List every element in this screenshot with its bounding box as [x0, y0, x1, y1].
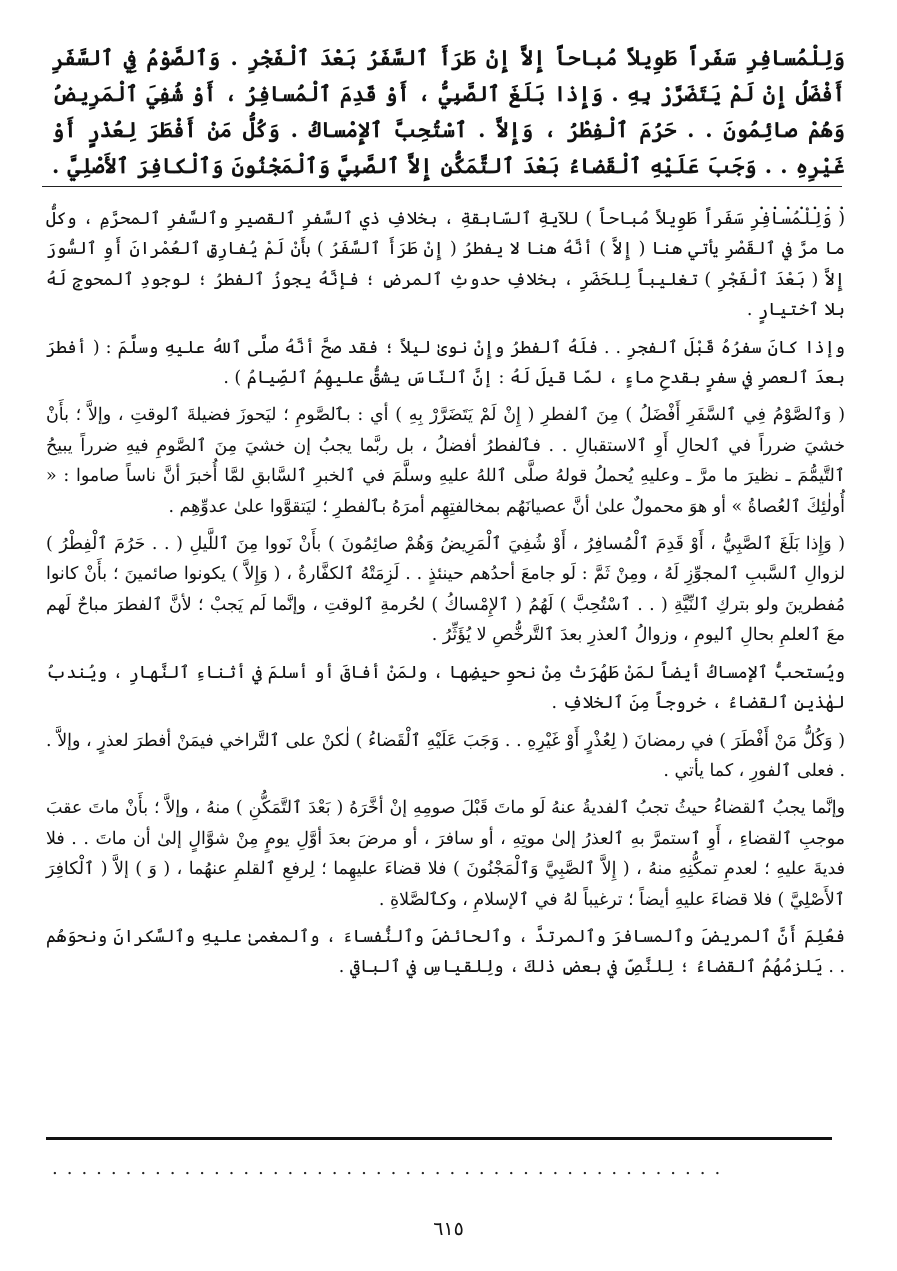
separator-line [42, 186, 842, 187]
commentary-block [46, 204, 845, 990]
page-number: ٦١٥ [433, 1218, 464, 1240]
main-text: وَلِلْمُسافِرِ سَفَراً طَوِيلاً مُباحاً إِلاَّ إِنْ طَرَأَ ٱلسَّفَرُ بَعْدَ ٱلْفَجْرِ . وَٱلصَّوْمُ فِي ٱلسَّفَرِ أَفْضَلُ إِنْ لَمْ يَتَضَرَّرْ بِهِ . وَإِذا بَلَغَ ٱلصَّبِيُّ ، أَوْ قَدِمَ ٱلْمُسافِرُ ، أَوْ شُفِيَ ٱلْمَرِيضُ وَهُمْ صائِمُونَ . . حَرُمَ ٱلْفِطْرُ ، وَإِلاَّ . ٱسْتُحِبَّ ٱلإِمْساكُ . وَكُلُّ مَنْ أَفْطَرَ لِعُذْرٍ أَوْ غَيْرِهِ . . وَجَبَ عَلَيْهِ ٱلْقَضاءُ بَعْدَ ٱلتَّمَكُّنِ إِلاَّ ٱلصَّبِيَّ وَٱلْمَجْنُونَ وَٱلْكافِرَ ٱلأَصْلِيَّ . [52, 45, 845, 178]
commentary-paragraph: ( وَلِلْمُسافِرِ سَفَراً طَوِيلاً مُباحاً ) للآيةِ ٱلسّابقةِ ، بخلافِ ذي ٱلسَّفرِ ٱلقصيرِ وٱلسَّفرِ ٱلمحرَّمِ ، وكلُّ ما مرَّ في ٱلقَصْرِ يأتي هنا ( إِلاَّ ) أنَّهُ هنا لا يفطرُ ( إِنْ طَرَأَ ٱلسَّفَرُ ) بأَنْ لَمْ يُفارِقِ ٱلعُمْرانَ أَوِ ٱلسُّورَ إِلاَّ ( بَعْدَ ٱلْفَجْرِ ) تغليباً لِلحَضَرِ ، بخلافِ حدوثِ ٱلمرضِ ؛ فإنَّهُ يجوزُ ٱلفطرُ ؛ لوجودِ ٱلمحوجِ لَهُ بلا ٱختيارٍ . [46, 209, 845, 321]
footnote-dots: .............................................. [52, 1158, 730, 1179]
commentary-paragraph: فعُلِمَ أَنَّ ٱلمريضَ وٱلمسافرَ وٱلمرتدَّ ، وٱلحائضَ وٱلنُّفساءَ ، وٱلمغمىٰ عليهِ وٱلسَّكرانَ ونحوَهُم . . يَلزمُهُمُ ٱلقضاءُ ؛ لِلنَّصِّ في بعضِ ذلكَ ، ولِلقياسِ في ٱلباقي . [46, 926, 845, 978]
commentary-paragraph: وإنَّما يجبُ ٱلقضاءُ حيثُ تجبُ ٱلفديةُ عنهُ لَو ماتَ قَبْلَ صومِهِ إنْ أخَّرَهُ ( بَعْدَ ٱلتَّمَكُّنِ ) منهُ ، وإلاَّ ؛ بأَنْ ماتَ عقبَ موجبِ ٱلقضاءِ ، أَوِ ٱستمرَّ بهِ ٱلعذرُ إلىٰ موتِهِ ، أو سافرَ ، أو مرضَ بعدَ أوَّلِ يومٍ مِنْ شوَّالٍ إلىٰ أن ماتَ . . فلا فديةَ عليهِ ؛ لعدمِ تمكُّنِهِ منهُ ، ( إِلاَّ ٱلصَّبِيَّ وَٱلْمَجْنُونَ ) فلا قضاءَ عليهِما ؛ لِرفعِ ٱلقلمِ عنهُما ، ( وَ ) إلاَّ ( ٱلْكافِرَ ٱلأَصْلِيَّ ) فلا قضاءَ عليهِ أيضاً ؛ ترغيباً لهُ في ٱلإسلامِ ، وكٱلصَّلاةِ . [46, 798, 845, 910]
main-text-block [52, 40, 845, 220]
main-text-dots: . . . . . . . [758, 190, 845, 214]
commentary-paragraph: ( وَإِذا بَلَغَ ٱلصَّبِيُّ ، أَوْ قَدِمَ ٱلْمُسافِرُ ، أَوْ شُفِيَ ٱلْمَرِيضُ وَهُمْ صائِمُونَ ) بأَنْ نَووا مِنَ ٱللَّيلِ ( . . حَرُمَ ٱلْفِطْرُ ) لزوالِ ٱلسَّببِ ٱلمجوِّزِ لَهُ ، ومِنْ ثَمَّ : لَو جامعَ أحدُهم حينئذٍ . . لَزِمَتْهُ ٱلكفَّارةُ ، ( وَإِلاَّ ) يكونوا صائمينَ ؛ بأَنْ كانوا مُفطرينَ ولو بتركِ ٱلنِّيَّةِ ( . . ٱسْتُحِبَّ ) لَهُمُ ( ٱلإِمْساكُ ) لحُرمةِ ٱلوقتِ ، وإنَّما لَم يَجبْ ؛ لأنَّ ٱلفطرَ مباحٌ لَهم معَ ٱلعلمِ بحالِ ٱليومِ ، وزوالُ ٱلعذرِ بعدَ ٱلتَّرخُّصِ لا يُؤَثِّرُ . [46, 534, 845, 646]
footnote-separator [46, 1137, 832, 1140]
commentary-paragraph: ( وَكُلُّ مَنْ أَفْطَرَ ) في رمضانَ ( لِعُذْرٍ أَوْ غَيْرِهِ . . وَجَبَ عَلَيْهِ ٱلْقَضاءُ ) لٰكنْ على ٱلتَّراخي فيمَنْ أفطرَ لعذرٍ ، وإلاَّ . . فعلى ٱلفورِ ، كما يأتي . [46, 730, 845, 781]
commentary-paragraph: ( وَٱلصَّوْمُ فِي ٱلسَّفَرِ أَفْضَلُ ) مِنَ ٱلفطرِ ( إِنْ لَمْ يَتَضَرَّرْ بِهِ ) أي : بٱلصَّومِ ؛ ليَحوزَ فضيلةَ ٱلوقتِ ، وإلاَّ ؛ بأَنْ خشيَ ضرراً في ٱلحالِ أَوِ ٱلاستقبالِ . . فٱلفطرُ أفضلُ ، بل ربَّما يجبُ إن خشيَ مِنَ ٱلصَّومِ فيهِ ضرراً يبيحُ ٱلتَّيمُّمَ ـ نظيرَ ما مرَّ ـ وعليهِ يُحملُ قولهُ صلَّى ٱللهُ عليهِ وسلَّمَ في ٱلخبرِ ٱلسَّابقِ لمَّا أُخبرَ أنَّ ناساً صاموا : « أُولٰئِكَ ٱلعُصاةُ » أو هوَ محمولٌ علىٰ أنَّ عصيانَهُم بمخالفتِهِم أمرَهُ بٱلفطرِ ؛ ليَتقوَّوا علىٰ عدوِّهِم . [46, 405, 845, 517]
commentary-paragraph: وإذا كانَ سفرُهُ قَبْلَ ٱلفجرِ . . فلَهُ ٱلفطرُ وإِنْ نوىٰ ليلاً ؛ فقد صحَّ أنَّهُ صلَّى ٱللهُ عليهِ وسلَّمَ : ( أفطرَ بعدَ ٱلعصرِ في سفرٍ بقدحِ ماءٍ ، لمّا قيلَ لَهُ : إنَّ ٱلنّاسَ يشقُّ عليهِمُ ٱلصِّيامُ ) . [46, 337, 845, 389]
commentary-paragraph: ويُستحبُّ ٱلإمساكُ أيضاً لمَنْ طَهُرَتْ مِنْ نحوِ حيضِها ، ولمَنْ أفاقَ أو أسلمَ في أثناءِ ٱلنَّهارِ ، ويُندبُ لهٰذينِ ٱلقضاءُ ، خروجاً مِنَ ٱلخلافِ . [46, 662, 845, 714]
